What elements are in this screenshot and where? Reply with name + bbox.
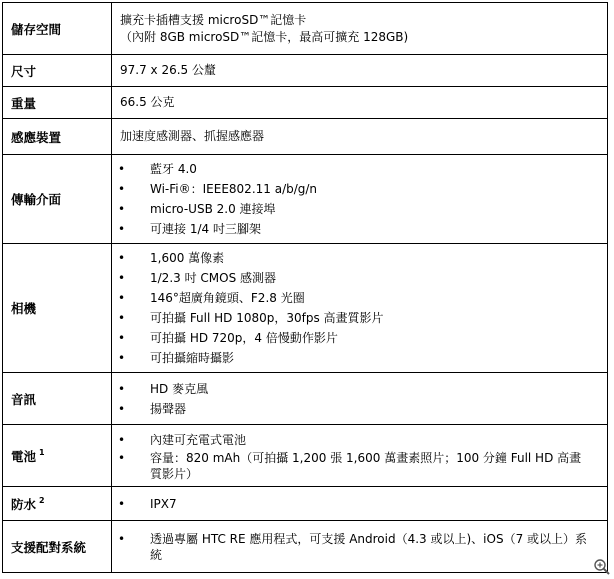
list-item: • 1/2.3 吋 CMOS 感測器 bbox=[112, 268, 607, 288]
list-item: • 可拍攝 HD 720p，4 倍慢動作影片 bbox=[112, 328, 607, 348]
row-value bbox=[112, 487, 608, 521]
row-label: 相機 bbox=[3, 244, 112, 373]
footnote-marker: 1 bbox=[39, 448, 45, 458]
waterproof-label: 防水 bbox=[11, 496, 37, 512]
value-line: 擴充卡插槽支援 microSD™記憶卡 bbox=[120, 12, 307, 27]
list-item: • micro-USB 2.0 連接埠 bbox=[112, 199, 607, 219]
value-line: 66.5 公克 bbox=[120, 95, 175, 109]
row-value bbox=[112, 373, 608, 425]
table-row-sensors bbox=[3, 119, 608, 155]
list-item: • 可連接 1/4 吋三腳架 bbox=[112, 219, 607, 239]
list-item: • HD 麥克風 bbox=[112, 379, 607, 399]
row-value bbox=[112, 55, 608, 87]
list-item: • 揚聲器 bbox=[112, 399, 607, 419]
spec-table bbox=[2, 2, 608, 573]
list-item: • 容量：820 mAh（可拍攝 1,200 張 1,600 萬畫素照片；100 分鐘 Full HD 高畫質影片） bbox=[112, 450, 607, 482]
table-row-battery bbox=[3, 425, 608, 487]
table-row-camera bbox=[3, 244, 608, 373]
row-label: 感應裝置 bbox=[3, 119, 112, 155]
footnote-marker: 2 bbox=[39, 496, 45, 506]
row-value bbox=[112, 244, 608, 373]
row-value bbox=[112, 521, 608, 573]
row-label bbox=[3, 487, 112, 521]
value-line: 加速度感測器、抓握感應器 bbox=[120, 129, 265, 143]
list-item: • 內建可充電式電池 bbox=[112, 430, 607, 450]
value-line: 97.7 x 26.5 公釐 bbox=[120, 63, 216, 77]
table-row-connectivity bbox=[3, 155, 608, 244]
row-value bbox=[112, 3, 608, 55]
row-label: 重量 bbox=[3, 87, 112, 119]
list-item: • 透過專屬 HTC RE 應用程式，可支援 Android（4.3 或以上)、iOS（7 或以上）系統 bbox=[112, 531, 607, 563]
table-row-audio bbox=[3, 373, 608, 425]
row-label: 尺寸 bbox=[3, 55, 112, 87]
list-item: • 可拍攝 Full HD 1080p，30fps 高畫質影片 bbox=[112, 308, 607, 328]
row-value bbox=[112, 87, 608, 119]
value-line: （內附 8GB microSD™記憶卡，最高可擴充 128GB) bbox=[120, 29, 409, 44]
list-item: • 146°超廣角鏡頭、F2.8 光圈 bbox=[112, 288, 607, 308]
list-item: • IPX7 bbox=[112, 494, 607, 514]
list-item: • Wi-Fi®：IEEE802.11 a/b/g/n bbox=[112, 179, 607, 199]
list-item: • 藍牙 4.0 bbox=[112, 159, 607, 179]
row-value bbox=[112, 155, 608, 244]
row-value bbox=[112, 425, 608, 487]
list-item: • 可拍攝縮時攝影 bbox=[112, 348, 607, 368]
row-label: 儲存空間 bbox=[3, 3, 112, 55]
table-row-pairing bbox=[3, 521, 608, 573]
table-row-weight bbox=[3, 87, 608, 119]
row-value bbox=[112, 119, 608, 155]
table-row-dimensions bbox=[3, 55, 608, 87]
list-item: • 1,600 萬像素 bbox=[112, 248, 607, 268]
battery-label: 電池 bbox=[11, 448, 37, 464]
zoom-in-icon[interactable] bbox=[593, 558, 611, 576]
row-label bbox=[3, 425, 112, 487]
table-row-waterproof bbox=[3, 487, 608, 521]
row-label: 音訊 bbox=[3, 373, 112, 425]
row-label: 傳輸介面 bbox=[3, 155, 112, 244]
table-row-storage bbox=[3, 3, 608, 55]
row-label: 支援配對系統 bbox=[3, 521, 112, 573]
